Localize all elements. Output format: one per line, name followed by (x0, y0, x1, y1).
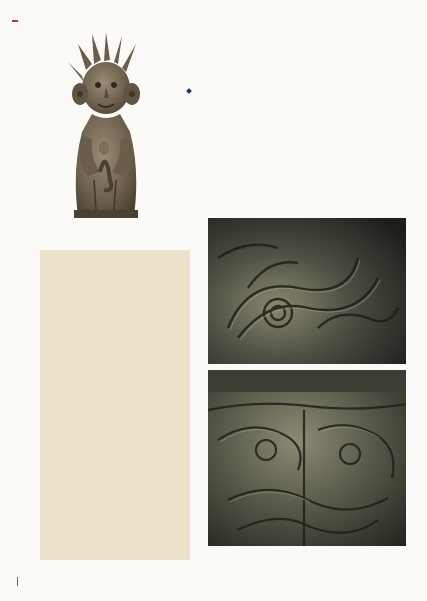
page-footer (12, 577, 23, 586)
footer-divider (17, 577, 18, 586)
section-tag (12, 20, 22, 22)
bronze-vessel-photo-top (208, 218, 406, 364)
section-tag-label (12, 20, 18, 22)
bronze-vessel-photo-bottom (208, 370, 406, 546)
sidebar-panel (40, 250, 190, 560)
figurine-photo (44, 30, 168, 222)
bullet-diamond-icon (186, 88, 192, 94)
article-title (184, 83, 404, 98)
